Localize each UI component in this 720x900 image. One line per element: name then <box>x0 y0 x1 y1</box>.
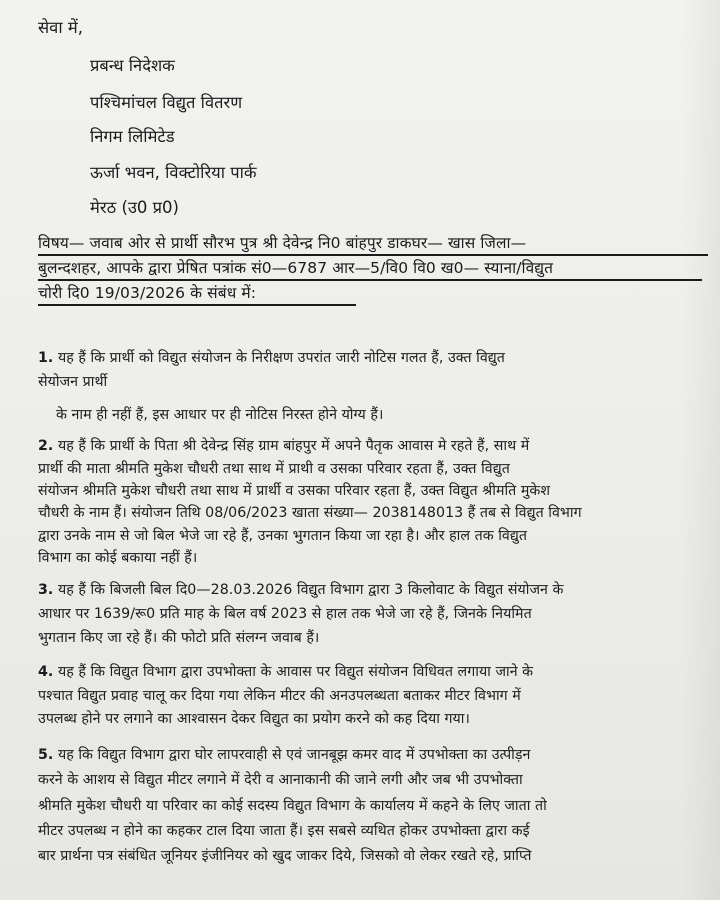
paragraph-line: यह हैं कि प्रार्थी को विद्युत संयोजन के निरीक्षण उपरांत जारी नोटिस गलत हैं, उक्त विद्युत <box>57 350 505 366</box>
paragraph-line: संयोजन श्रीमति मुकेश चौधरी तथा साथ में प्रार्थी व उसका परिवार रहता हैं, उक्त विद्युत श्रीमति मुकेश <box>38 483 551 499</box>
page-edge-shadow <box>680 0 720 900</box>
paragraph-line: यह कि विद्युत विभाग द्वारा घोर लापरवाही से एवं जानबूझ कमर वाद में उपभोक्ता का उत्पीड़न <box>57 747 531 763</box>
address-line-company: पश्चिमांचल विद्युत वितरण <box>90 93 243 112</box>
paragraph-2 <box>38 436 529 456</box>
paragraph-line: आधार पर 1639/रू0 प्रति माह के बिल वर्ष 2023 से हाल तक भेजे जा रहे हैं, जिनके नियमित <box>38 606 532 622</box>
subject-line-3: चोरी दि0 19/03/2026 के संबंध में: <box>38 284 257 302</box>
paragraph-line: उपलब्ध होने पर लगाने का आश्वासन देकर विद्युत का प्रयोग करने को कह दिया गया। <box>38 711 470 727</box>
subject-underline-2 <box>38 279 702 281</box>
paragraph-number: 4. <box>38 664 54 680</box>
subject-line-1: विषय— जवाब ओर से प्रार्थी सौरभ पुत्र श्री देवेन्द्र नि0 बांहपुर डाकघर— खास जिला— <box>38 234 527 252</box>
paragraph-line: यह हैं कि विद्युत विभाग द्वारा उपभोक्ता के आवास पर विद्युत संयोजन विधिवत लगाया जाने के <box>57 664 534 680</box>
subject-underline-1 <box>38 254 708 256</box>
paragraph-line: यह हैं कि प्रार्थी के पिता श्री देवेन्द्र सिंह ग्राम बांहपुर में अपने पैतृक आवास मे रहते हैं, साथ में <box>57 438 530 454</box>
paragraph-line: मीटर उपलब्ध न होने का कहकर टाल दिया जाता हैं। इस सबसे व्यथित होकर उपभोक्ता द्वारा कई <box>38 823 530 839</box>
paragraph-line: प्रार्थी की माता श्रीमति मुकेश चौधरी तथा साथ में प्राथी व उसका परिवार रहता हैं, उक्त विद्युत <box>38 461 510 477</box>
paragraph-3 <box>38 580 563 600</box>
address-line-building: ऊर्जा भवन, विक्टोरिया पार्क <box>90 163 257 182</box>
paragraph-line: बार प्रार्थना पत्र संबंधित जूनियर इंजीनियर को खुद जाकर दिये, जिसको वो लेकर रखते रहे, प्राप्ति <box>38 848 532 864</box>
paragraph-1 <box>38 348 505 368</box>
address-line-designation: प्रबन्ध निदेशक <box>90 56 175 75</box>
paragraph-number: 5. <box>38 747 54 763</box>
paragraph-line: विभाग का कोई बकाया नहीं हैं। <box>38 550 198 566</box>
paragraph-line: श्रीमति मुकेश चौधरी या परिवार का कोई सदस्य विद्युत विभाग के कार्यालय में कहने के लिए जाता तो <box>38 798 547 814</box>
address-line-city: मेरठ (उ0 प्र0) <box>90 198 179 217</box>
paragraph-line: द्वारा उनके नाम से जो बिल भेजे जा रहे हैं, उनका भुगतान किया जा रहा है। और हाल तक विद्युत <box>38 528 527 544</box>
subject-underline-3 <box>38 304 356 306</box>
subject-line-2: बुलन्दशहर, आपके द्वारा प्रेषित पत्रांक सं0—6787 आर—5/वि0 वि0 ख0— स्याना/विद्युत <box>38 259 554 277</box>
paragraph-number: 1. <box>38 350 54 366</box>
paragraph-number: 2. <box>38 438 54 454</box>
address-line-company-type: निगम लिमिटेड <box>90 127 175 146</box>
paragraph-line: यह हैं कि बिजली बिल दि0—28.03.2026 विद्युत विभाग द्वारा 3 किलोवाट के विद्युत संयोजन के <box>57 582 564 598</box>
paragraph-line: के नाम ही नहीं हैं, इस आधार पर ही नोटिस निरस्त होने योग्य हैं। <box>56 407 384 423</box>
paragraph-number: 3. <box>38 582 54 598</box>
paragraph-line: पश्चात विद्युत प्रवाह चालू कर दिया गया लेकिन मीटर की अनउपलब्धता बताकर मीटर विभाग में <box>38 688 521 704</box>
paragraph-line: करने के आशय से विद्युत मीटर लगाने में देरी व आनाकानी की जाने लगी और जब भी उपभोक्ता <box>38 772 523 788</box>
paragraph-line: भुगतान किए जा रहे हैं। की फोटो प्रति संलग्न जवाब हैं। <box>38 630 320 646</box>
paragraph-4 <box>38 662 533 682</box>
salutation: सेवा में, <box>38 18 83 37</box>
paragraph-line: चौधरी के नाम हैं। संयोजन तिथि 08/06/2023 खाता संख्या— 2038148013 हैं तब से विद्युत विभाग <box>38 505 582 521</box>
paragraph-line: सेयोजन प्रार्थी <box>38 374 108 390</box>
paragraph-5 <box>38 745 530 765</box>
